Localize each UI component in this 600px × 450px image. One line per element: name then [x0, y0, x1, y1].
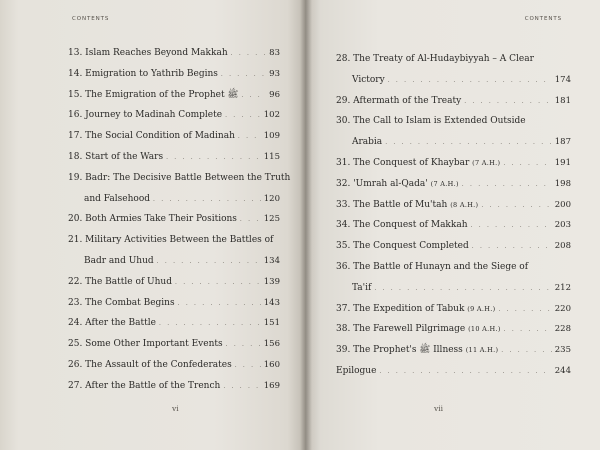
entry-title: 29. Aftermath of the Treaty [336, 95, 462, 106]
entry-page-number: 115 [263, 151, 280, 162]
toc-entry [336, 257, 571, 299]
entry-date-note: (10 A.H.) [468, 325, 501, 334]
dot-leader [504, 320, 552, 341]
toc-line [68, 126, 280, 147]
dot-leader [175, 273, 261, 294]
toc-entry [68, 209, 280, 230]
dot-leader [226, 335, 261, 356]
dot-leader [241, 86, 266, 107]
toc-line [336, 195, 571, 216]
entry-title: 28. The Treaty of Al-Hudaybiyyah – A Clear [336, 54, 534, 64]
toc-line [336, 215, 571, 236]
toc-entry [68, 105, 280, 126]
entry-page-number: 203 [554, 220, 571, 231]
entry-page-number: 125 [263, 214, 280, 225]
toc-entry [336, 236, 571, 257]
dot-leader [153, 190, 261, 211]
dot-leader [223, 377, 260, 398]
page-number: vi [172, 404, 179, 413]
entry-title: 13. Islam Reaches Beyond Makkah [68, 48, 228, 58]
toc-line [336, 319, 571, 340]
toc-entry [68, 147, 280, 168]
toc-entry [336, 111, 571, 153]
toc-entry [68, 334, 280, 355]
dot-leader [178, 294, 261, 315]
toc-line [336, 361, 571, 382]
entry-page-number: 200 [554, 199, 571, 210]
toc-entry [68, 313, 280, 334]
entry-page-number: 228 [554, 324, 571, 335]
toc-line [68, 251, 280, 272]
toc-entry [336, 361, 571, 382]
right-page [306, 0, 600, 450]
book-gutter [300, 0, 312, 450]
toc-list [68, 43, 291, 397]
toc-line [336, 153, 571, 174]
toc-line [68, 293, 280, 314]
dot-leader [374, 279, 551, 300]
entry-title: 34. The Conquest of Makkah [336, 220, 468, 231]
entry-title: 22. The Battle of Uhud [68, 276, 172, 287]
dot-leader [388, 71, 552, 92]
dot-leader [157, 252, 261, 273]
toc-entry [68, 64, 280, 85]
entry-date-note: (8 A.H.) [450, 200, 479, 209]
entry-title: 26. The Assault of the Confederates [68, 359, 232, 370]
entry-page-number: 96 [269, 89, 280, 100]
toc-line [336, 132, 571, 153]
toc-line [336, 111, 571, 132]
toc-entry [336, 215, 571, 236]
toc-entry [68, 230, 280, 272]
entry-title-continued: Arabia [352, 137, 383, 148]
dot-leader [379, 362, 551, 383]
toc-entry [336, 299, 571, 320]
toc-entry [68, 85, 280, 106]
entry-title: 24. After the Battle [68, 318, 156, 329]
toc-line [336, 70, 571, 91]
toc-entry [336, 153, 571, 174]
dot-leader [159, 314, 261, 335]
entry-title: 23. The Combat Begins [68, 297, 175, 308]
dot-leader [503, 154, 551, 175]
page-number: vii [434, 404, 444, 413]
entry-page-number: 174 [554, 74, 571, 85]
dot-leader [464, 92, 552, 113]
entry-title: 19. Badr: The Decisive Battle Between the Truth [68, 172, 291, 183]
entry-title: Epilogue [336, 365, 377, 376]
entry-title: 38. The Farewell Pilgrimage [336, 324, 466, 335]
dot-leader [166, 148, 261, 169]
entry-page-number: 187 [554, 137, 571, 148]
toc-line [336, 91, 571, 112]
toc-entry [336, 195, 571, 216]
entry-page-number: 156 [263, 339, 280, 350]
entry-page-number: 160 [263, 359, 280, 370]
dot-leader [240, 210, 261, 231]
entry-title: 31. The Conquest of Khaybar [336, 157, 470, 168]
toc-entry [336, 174, 571, 195]
dot-leader [498, 300, 551, 321]
entry-date-note: (11 A.H.) [465, 346, 499, 355]
entry-title: 25. Some Other Important Events [68, 339, 223, 350]
entry-page-number: 102 [263, 110, 280, 121]
entry-title: 32. 'Umrah al-Qada' [336, 178, 428, 189]
entry-page-number: 208 [554, 241, 571, 252]
toc-line [68, 105, 280, 126]
entry-title-continued: and Falsehood [84, 193, 151, 204]
toc-line [68, 168, 291, 189]
toc-line [68, 230, 280, 251]
entry-page-number: 139 [263, 276, 280, 287]
toc-entry [336, 91, 571, 112]
dot-leader [472, 237, 552, 258]
entry-page-number: 198 [554, 178, 571, 189]
toc-line [336, 49, 571, 70]
entry-title-continued: Ta'if [352, 282, 372, 293]
toc-entry [68, 272, 280, 293]
entry-page-number: 134 [263, 255, 280, 266]
toc-entry [68, 168, 291, 210]
entry-page-number: 212 [554, 282, 571, 293]
toc-entry [68, 43, 280, 64]
toc-line [68, 334, 280, 355]
toc-entry [68, 376, 280, 397]
toc-line [336, 340, 571, 361]
toc-entry [68, 293, 280, 314]
entry-title: 18. Start of the Wars [68, 151, 164, 162]
toc-line [68, 355, 280, 376]
toc-line [68, 64, 280, 85]
toc-list [336, 49, 571, 382]
toc-entry [68, 126, 280, 147]
toc-entry [336, 340, 571, 361]
toc-line [68, 209, 280, 230]
toc-line [336, 257, 571, 278]
entry-page-number: 109 [263, 131, 280, 142]
entry-title: 27. After the Battle of the Trench [68, 380, 221, 391]
toc-line [68, 313, 280, 334]
entry-title-continued: Badr and Uhud [84, 255, 154, 266]
toc-line [336, 278, 571, 299]
entry-title: 39. The Prophet's ﷺ Illness [336, 345, 463, 356]
entry-page-number: 244 [554, 365, 571, 376]
entry-page-number: 181 [554, 95, 571, 106]
entry-title: 16. Journey to Madinah Complete [68, 110, 223, 121]
entry-title: 36. The Battle of Hunayn and the Siege of [336, 261, 529, 272]
entry-title: 30. The Call to Islam is Extended Outside [336, 116, 526, 127]
entry-page-number: 235 [554, 345, 571, 356]
toc-line [68, 147, 280, 168]
entry-page-number: 151 [263, 318, 280, 329]
toc-line [68, 43, 280, 64]
dot-leader [481, 196, 551, 217]
toc-line [336, 236, 571, 257]
dot-leader [501, 341, 551, 362]
entry-page-number: 220 [554, 303, 571, 314]
entry-title: 14. Emigration to Yathrib Begins [68, 68, 218, 79]
dot-leader [238, 127, 261, 148]
dot-leader [462, 175, 552, 196]
toc-entry [336, 49, 571, 91]
entry-date-note: (9 A.H.) [467, 304, 496, 313]
entry-title: 17. The Social Condition of Madinah [68, 131, 235, 142]
entry-title: 21. Military Activities Between the Battles of [68, 235, 274, 246]
entry-page-number: 169 [263, 380, 280, 391]
entry-page-number: 191 [554, 157, 571, 168]
toc-line [336, 299, 571, 320]
entry-title: 35. The Conquest Completed [336, 241, 469, 252]
dot-leader [385, 133, 552, 154]
entry-title: 20. Both Armies Take Their Positions [68, 214, 237, 225]
entry-page-number: 143 [263, 297, 280, 308]
dot-leader [221, 65, 266, 86]
entry-title: 33. The Battle of Mu'tah [336, 199, 448, 210]
dot-leader [235, 356, 261, 377]
running-header: CONTENTS [72, 16, 110, 22]
toc-line [68, 189, 280, 210]
running-header: CONTENTS [524, 16, 562, 22]
entry-title: 37. The Expedition of Tabuk [336, 303, 465, 314]
entry-date-note: (7 A.H.) [430, 179, 459, 188]
entry-page-number: 93 [269, 68, 280, 79]
entry-title: 15. The Emigration of the Prophet ﷺ [68, 89, 239, 100]
toc-entry [336, 319, 571, 340]
dot-leader [231, 44, 267, 65]
entry-date-note: (7 A.H.) [472, 158, 501, 167]
toc-line [336, 174, 571, 195]
toc-line [68, 272, 280, 293]
entry-page-number: 120 [263, 193, 280, 204]
entry-title-continued: Victory [352, 74, 385, 85]
entry-page-number: 83 [269, 48, 280, 58]
toc-line [68, 85, 280, 106]
dot-leader [471, 216, 552, 237]
toc-entry [68, 355, 280, 376]
dot-leader [225, 106, 261, 127]
toc-line [68, 376, 280, 397]
